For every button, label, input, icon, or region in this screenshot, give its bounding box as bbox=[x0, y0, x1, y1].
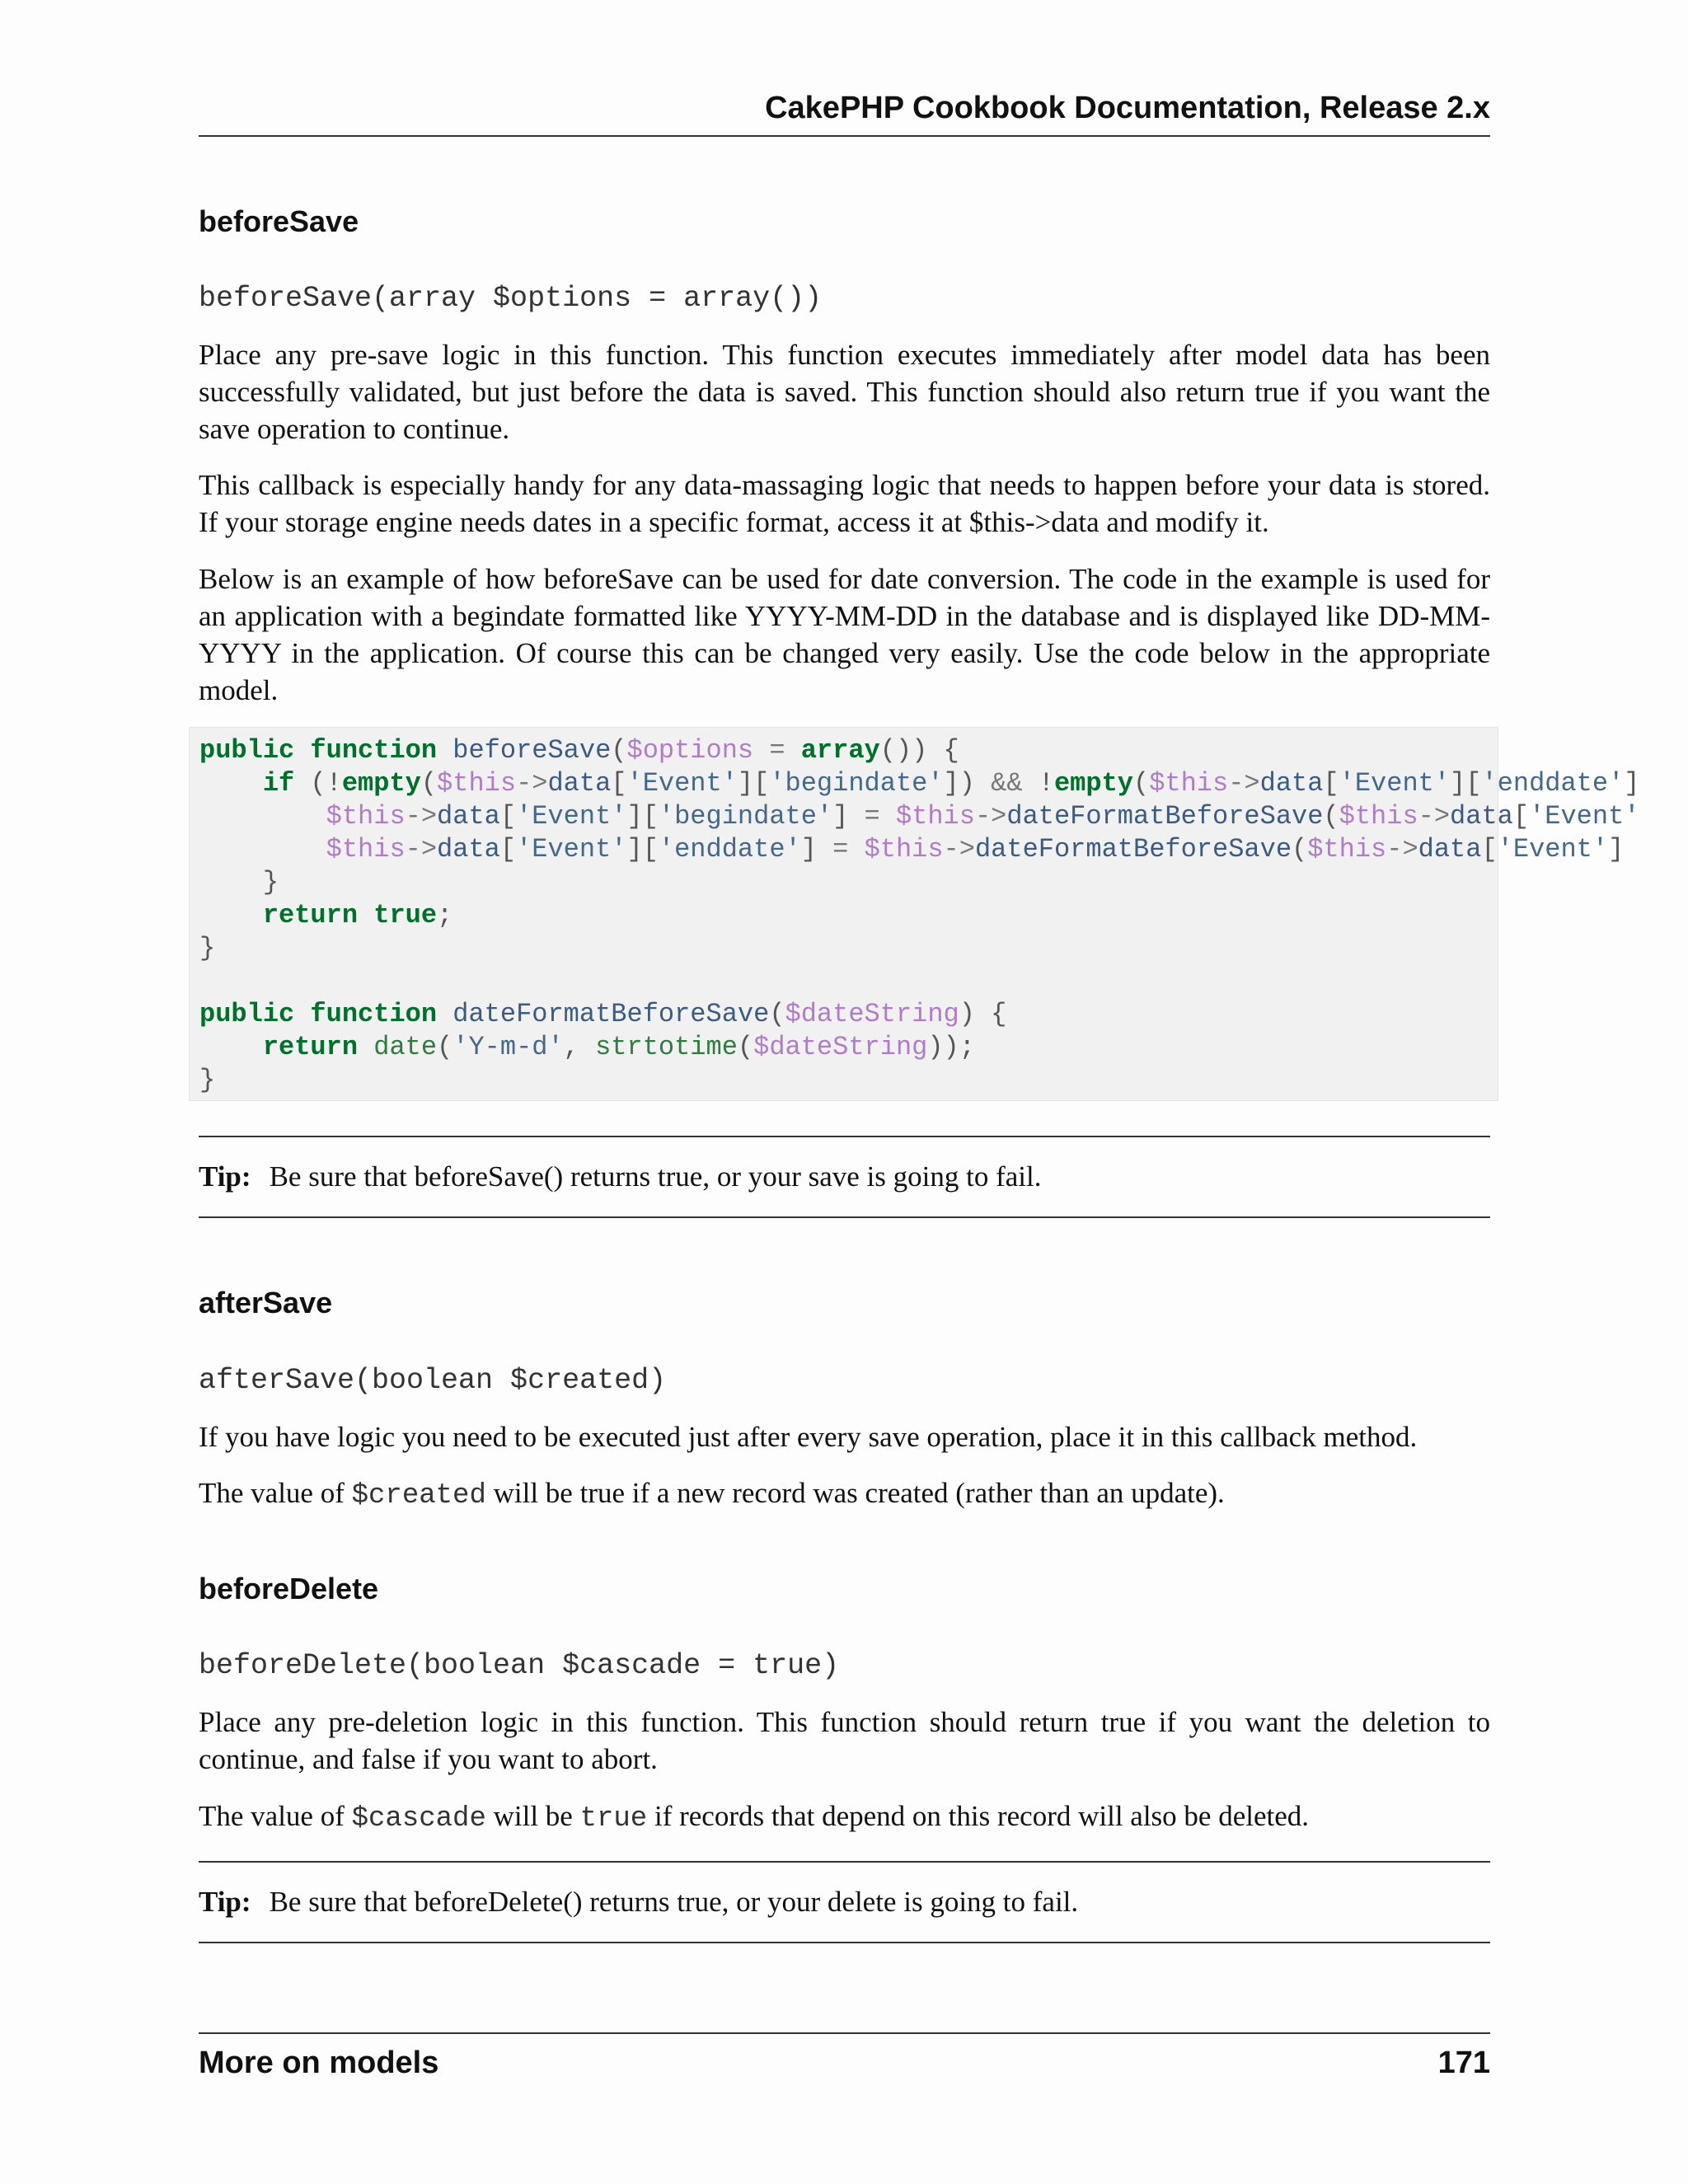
text: if records that depend on this record will also be deleted. bbox=[647, 1800, 1310, 1832]
inline-code-true: true bbox=[579, 1803, 648, 1835]
beforesave-para-2: This callback is especially handy for any data-massaging logic that needs to happen before your data is stored. If your storage engine needs dates in a specific format, access it at $this->data and modify it. bbox=[199, 469, 1490, 538]
signature-beforesave: beforeSave(array $options = array()) bbox=[199, 282, 823, 315]
tip-beforesave-text bbox=[199, 1158, 1042, 1195]
text: will be bbox=[485, 1800, 580, 1832]
code-line: if (!empty($this->data['Event']['begindate']) && !empty($this->data['Event']['enddate'] bbox=[262, 768, 1640, 799]
tip-beforedelete bbox=[199, 1861, 1490, 1943]
code-line: $this->data['Event']['begindate'] = $this->dateFormatBeforeSave($this->data['Event' bbox=[326, 801, 1640, 832]
aftersave-para-1: If you have logic you need to be executed just after every save operation, place it in this callback method. bbox=[199, 1421, 1418, 1453]
signature-beforedelete: beforeDelete(boolean $cascade = true) bbox=[199, 1649, 840, 1682]
code-line: return date('Y-m-d', strtotime($dateString)); bbox=[262, 1032, 975, 1062]
inline-code-cascade: $cascade bbox=[351, 1803, 486, 1835]
tip-label: Tip: bbox=[199, 1160, 251, 1193]
aftersave-para-2 bbox=[199, 1474, 1490, 1515]
code-line: public function beforeSave($options = array()) { bbox=[199, 735, 959, 766]
signature-aftersave: afterSave(boolean $created) bbox=[199, 1364, 667, 1397]
heading-beforesave: beforeSave bbox=[199, 204, 359, 238]
tip-body: Be sure that beforeSave() returns true, or your save is going to fail. bbox=[269, 1160, 1042, 1193]
beforedelete-para-1: Place any pre-deletion logic in this function. This function should return true if you want the deletion to continue, and false if you want to abort. bbox=[199, 1706, 1490, 1775]
page-footer bbox=[199, 2032, 1490, 2092]
heading-aftersave: afterSave bbox=[199, 1286, 333, 1319]
tip-beforedelete-text bbox=[199, 1883, 1078, 1920]
header-title: CakePHP Cookbook Documentation, Release 2.x bbox=[765, 91, 1490, 125]
text: will be true if a new record was created (rather than an update). bbox=[485, 1477, 1225, 1509]
document-page bbox=[199, 0, 1640, 2184]
page-header bbox=[199, 91, 1490, 137]
beforedelete-para-2 bbox=[199, 1797, 1490, 1838]
text: The value of bbox=[199, 1477, 352, 1509]
beforesave-para-3: Below is an example of how beforeSave can be used for date conversion. The code in the example is used for an application with a begindate formatted like YYYY-MM-DD in the database and is displayed like DD-MM-YYYY in the application. Of course this can be changed very easily. Use the code below in the appropriate model. bbox=[199, 563, 1490, 706]
beforesave-para-1: Place any pre-save logic in this function. This function executes immediately after model data has been successfully validated, but just before the data is saved. This function should also return true if you want the save operation to continue. bbox=[199, 339, 1490, 445]
code-line: public function dateFormatBeforeSave($dateString) { bbox=[199, 999, 1007, 1029]
code-line: } bbox=[262, 867, 279, 898]
code-listing bbox=[190, 734, 1639, 1097]
tip-body: Be sure that beforeDelete() returns true, or your delete is going to fail. bbox=[269, 1886, 1079, 1918]
page-number: 171 bbox=[1437, 2046, 1490, 2080]
tip-label: Tip: bbox=[199, 1886, 251, 1918]
heading-beforedelete: beforeDelete bbox=[199, 1572, 379, 1605]
text: The value of bbox=[199, 1800, 352, 1832]
code-line: $this->data['Event']['enddate'] = $this->dateFormatBeforeSave($this->data['Event'] bbox=[326, 834, 1625, 865]
inline-code-created: $created bbox=[351, 1480, 486, 1511]
tip-beforesave bbox=[199, 1136, 1490, 1218]
code-line: return true; bbox=[262, 900, 453, 930]
code-line: } bbox=[199, 933, 216, 963]
code-block bbox=[189, 727, 1640, 1101]
footer-section-title: More on models bbox=[199, 2046, 439, 2080]
code-line: } bbox=[199, 1065, 216, 1095]
